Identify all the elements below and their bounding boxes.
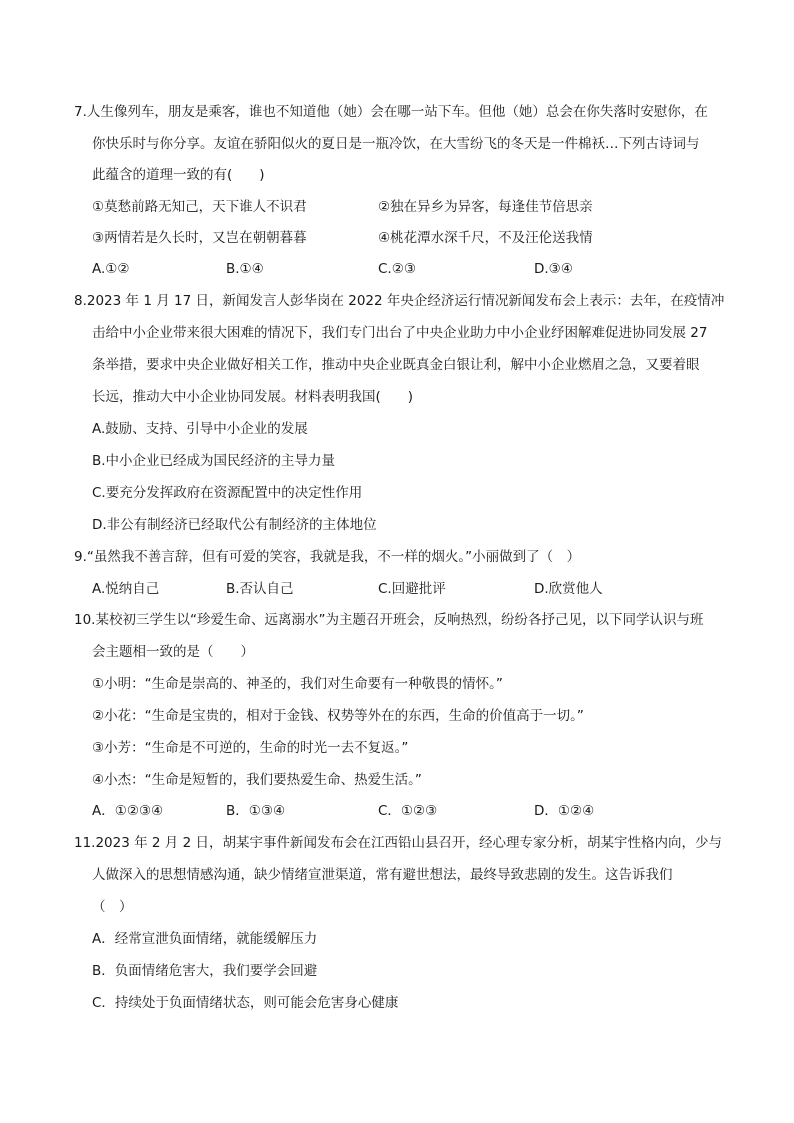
question-10-option-c: C．①②③ <box>378 803 438 819</box>
question-9-stem: 9.“虽然我不善言辞，但有可爱的笑容，我就是我，不一样的烟火。”小丽做到了（ ） <box>74 549 581 565</box>
question-7-item-4: ④桃花潭水深千尺，不及汪伦送我情 <box>378 230 593 246</box>
question-10-item-3: ③小芳：“生命是不可逆的，生命的时光一去不复返。” <box>92 740 409 756</box>
question-8-option-c: C.要充分发挥政府在资源配置中的决定性作用 <box>92 485 363 501</box>
question-9-option-a: A.悦纳自己 <box>92 581 160 597</box>
question-7-stem-line-2: 你快乐时与你分享。友谊在骄阳似火的夏日是一瓶冷饮，在大雪纷飞的冬天是一件棉袄…下列古诗词与 <box>92 136 700 152</box>
question-10-item-4: ④小杰：“生命是短暂的，我们要热爱生命、热爱生活。” <box>92 772 422 788</box>
question-10-option-b: B．①③④ <box>226 803 286 819</box>
question-10-item-1: ①小明：“生命是崇高的、神圣的，我们对生命要有一种敬畏的情怀。” <box>92 676 503 692</box>
question-10-option-a: A．①②③④ <box>92 803 164 819</box>
question-7-option-b: B.①④ <box>226 261 264 277</box>
question-8-stem-line-3: 条举措，要求中央企业做好相关工作，推动中央企业既真金白银让利，解中小企业燃眉之急，又要着眼 <box>92 357 700 373</box>
question-11-stem-line-1: 11.2023 年 2 月 2 日，胡某宇事件新闻发布会在江西铅山县召开，经心理专家分析，胡某宇性格内向，少与 <box>74 835 722 851</box>
question-11-stem-line-3: （ ） <box>92 899 133 915</box>
question-9-option-c: C.回避批评 <box>378 581 446 597</box>
question-7-option-c: C.②③ <box>378 261 416 277</box>
question-8-option-b: B.中小企业已经成为国民经济的主导力量 <box>92 453 336 469</box>
question-8-stem-line-4: 长远，推动大中小企业协同发展。材料表明我国( ) <box>92 389 414 405</box>
question-7-option-d: D.③④ <box>534 261 573 277</box>
question-9-option-b: B.否认自己 <box>226 581 294 597</box>
question-9-option-d: D.欣赏他人 <box>534 581 603 597</box>
question-11-option-c: C．持续处于负面情绪状态，则可能会危害身心健康 <box>92 995 399 1011</box>
question-7-item-3: ③两情若是久长时，又岂在朝朝暮暮 <box>92 230 307 246</box>
question-11-option-a: A．经常宣泄负面情绪，就能缓解压力 <box>92 931 318 947</box>
question-10-option-d: D．①②④ <box>534 803 595 819</box>
question-8-option-d: D.非公有制经济已经取代公有制经济的主体地位 <box>92 517 377 533</box>
question-8-stem-line-1: 8.2023 年 1 月 17 日，新闻发言人彭华岗在 2022 年央企经济运行情况新闻发布会上表示：去年，在疫情冲 <box>74 293 725 309</box>
question-7-item-1: ①莫愁前路无知己，天下谁人不识君 <box>92 199 307 215</box>
question-10-item-2: ②小花：“生命是宝贵的，相对于金钱、权势等外在的东西，生命的价值高于一切。” <box>92 708 584 724</box>
question-7-stem-line-3: 此蕴含的道理一致的有( ) <box>92 167 265 183</box>
question-8-stem-line-2: 击给中小企业带来很大困难的情况下，我们专门出台了中央企业助力中小企业纾困解难促进协同发展 27 <box>92 325 708 341</box>
question-7-item-2: ②独在异乡为异客，每逢佳节倍思亲 <box>378 199 593 215</box>
question-8-option-a: A.鼓励、支持、引导中小企业的发展 <box>92 421 308 437</box>
question-10-stem-line-2: 会主题相一致的是（ ） <box>92 644 254 660</box>
question-11-stem-line-2: 人做深入的思想情感沟通，缺少情绪宣泄渠道，常有避世想法，最终导致悲剧的发生。这告诉我们 <box>92 867 673 883</box>
question-10-stem-line-1: 10.某校初三学生以“珍爱生命、远离溺水”为主题召开班会，反响热烈，纷纷各抒己见，以下同学认识与班 <box>74 612 704 628</box>
question-7-option-a: A.①② <box>92 261 130 277</box>
question-7-stem-line-1: 7.人生像列车，朋友是乘客，谁也不知道他（她）会在哪一站下车。但他（她）总会在你失落时安慰你，在 <box>74 104 708 120</box>
question-11-option-b: B．负面情绪危害大，我们要学会回避 <box>92 963 318 979</box>
